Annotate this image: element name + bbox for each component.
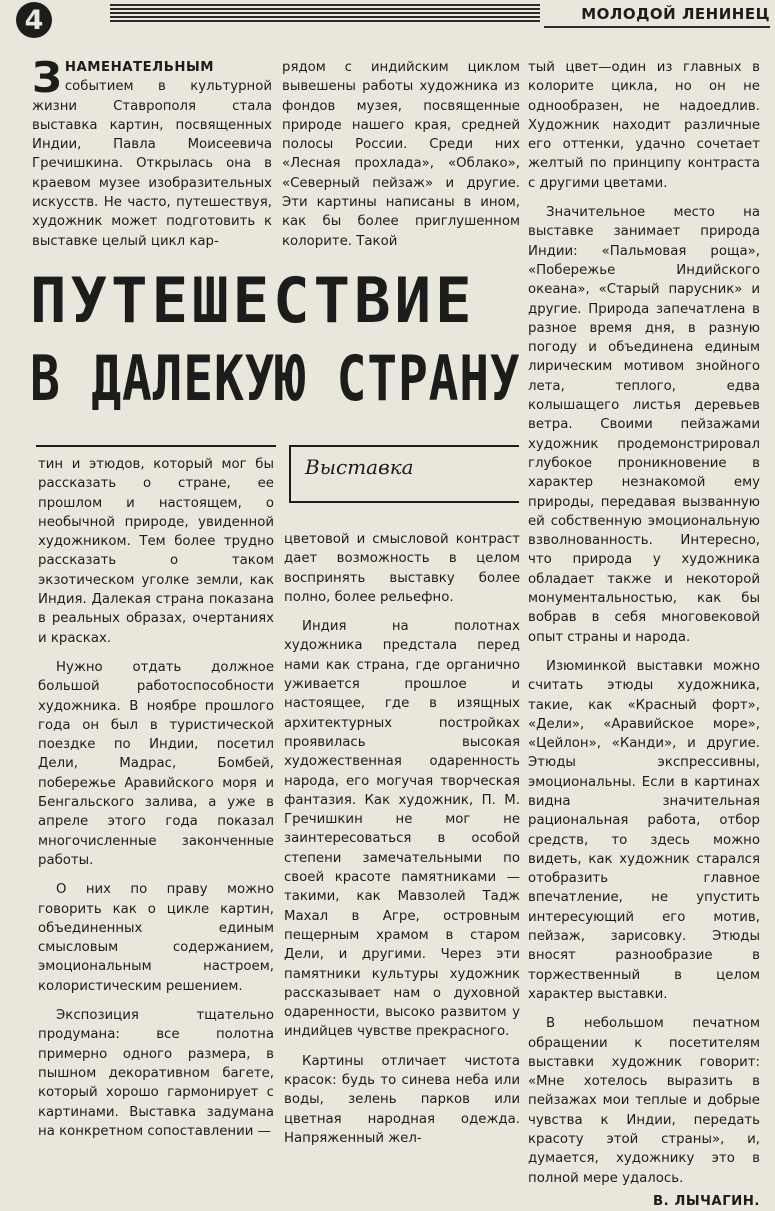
- paragraph: цветовой и смысловой контраст дает возможность в целом воспринять выставку более полно, более рельефно.: [284, 532, 520, 605]
- article-column-2-bottom: [284, 530, 520, 1148]
- paragraph: Нужно отдать должное большой работоспособности художника. В ноябре прошлого года он был в туристической поездке по Индии, посетил Дели, Мадрас, Бомбей, побережье Аравийского моря и Бенгальского залива, а уже в апреле этого года показал многочисленные законченные работы.: [38, 659, 274, 868]
- paragraph: В небольшом печатном обращении к посетителям выставки художник говорит: «Мне хотелось выразить в пейзажах мои теплые и добрые чувства к Индии, передать красоту этой страны», и, думается, художнику это в полной мере удалось.: [528, 1016, 760, 1186]
- article-column-2-top: [282, 58, 520, 251]
- paragraph: рядом с индийским циклом вывешены работы художника из фондов музея, посвященные природе нашего края, средней полосы России. Среди них «Лесная прохлада», «Облако», «Северный пейзаж» и другие. Эти картины написаны в ином, как бы более приглушенном колорите. Такой: [282, 60, 520, 249]
- rubric-label: Выставка: [305, 455, 414, 479]
- headline-line-2: В ДАЛЕКУЮ СТРАНУ: [30, 342, 521, 415]
- header-rule: [110, 4, 540, 22]
- article-column-1-top: [32, 53, 272, 251]
- article-column-3: [528, 58, 760, 1211]
- paragraph: Значительное место на выставке занимает природа Индии: «Пальмовая роща», «Побережье Индийского океана», «Старый парусник» и другие. Природа запечатлена в разное время дня, в разную погоду и объединена единым лирическим мотивом знойного лета, теплого, едва колышащего листья деревьев ветра. Своими пейзажами художник продемонстрировал глубокое проникновение в характер незнакомой ему природы, передавая вызванную ей собственную эмоциональную взволнованность. Интересно, что природа у художника обладает также и некоторой монументальностью, как бы вобрав в себя многовековой опыт страны и народа.: [528, 205, 760, 645]
- lead-paragraph: [32, 53, 272, 251]
- paragraph: Картины отличает чистота красок: будь то синева неба или воды, зелень парков или цветная народная одежда. Напряженный жел-: [284, 1053, 520, 1146]
- lead-text: событием в культурной жизни Ставрополя стала выставка картин, посвященных Индии, Павла Моисеевича Гречишкина. Открылась она в краевом музее изобразительных искусств. Не часто, путешествуя, художник может подготовить к выставке целый цикл кар-: [32, 79, 272, 249]
- headline-line-1: ПУТЕШЕСТВИЕ: [30, 264, 476, 337]
- drop-cap: З: [32, 53, 62, 102]
- masthead: МОЛОДОЙ ЛЕНИНЕЦ: [544, 2, 770, 28]
- paragraph: Экспозиция тщательно продумана: все полотна примерно одного размера, в пышном декоративном багете, который хорошо гармонирует с картинами. Выставка задумана на конкретном сопоставлении —: [38, 1008, 274, 1139]
- paragraph: Индия на полотнах художника предстала перед нами как страна, где органично уживается прошлое и настоящее, где в изящных архитектурных постройках проявилась высокая художественная одаренность народа, его могучая творческая фантазия. Как художник, П. М. Гречишкин не мог не заинтересоваться в особой степени замечательными по своей красоте памятниками — такими, как Мавзолей Тадж Махал в Агре, островным пещерным храмом в старом Дели, и другими. Через эти памятники культуры художник рассказывает нам о духовной одаренности, высоко развитом у индийцев чувстве прекрасного.: [284, 619, 520, 1040]
- paragraph: О них по праву можно говорить как о цикле картин, объединенных единым смысловым содержанием, эмоциональным настроем, колористическим решением.: [38, 882, 274, 994]
- author-signature: В. ЛЫЧАГИН.: [653, 1193, 760, 1209]
- section-rule: [36, 445, 276, 447]
- rubric-box: [289, 445, 519, 503]
- page-number: 4: [16, 2, 52, 38]
- paragraph: Изюминкой выставки можно считать этюды художника, такие, как «Красный форт», «Дели», «Аравийское море», «Цейлон», «Канди», и другие. Этюды экспрессивны, эмоциональны. Если в картинах видна значительная рациональная работа, отбор средств, то здесь можно видеть, как художник старался отобразить главное впечатление, не упустить интересующий его мотив, пейзаж, зарисовку. Этюды вносят разнообразие в торжественный в целом характер выставки.: [528, 658, 760, 1002]
- paragraph: тин и этюдов, который мог бы рассказать о стране, ее прошлом и настоящем, о необычной природе, увиденной художником. Тем более трудно рассказать о таком экзотическом уголке земли, как Индия. Далекая страна показана в реальных образах, очертаниях и красках.: [38, 457, 274, 646]
- article-column-1-bottom: [38, 455, 274, 1141]
- paragraph: тый цвет—один из главных в колорите цикла, но он не однообразен, не надоедлив. Художник находит различные его оттенки, удачно сочетает желтый по принципу контраста с другими цветами.: [528, 60, 760, 191]
- lead-caps: НАМЕНАТЕЛЬНЫМ: [64, 60, 214, 75]
